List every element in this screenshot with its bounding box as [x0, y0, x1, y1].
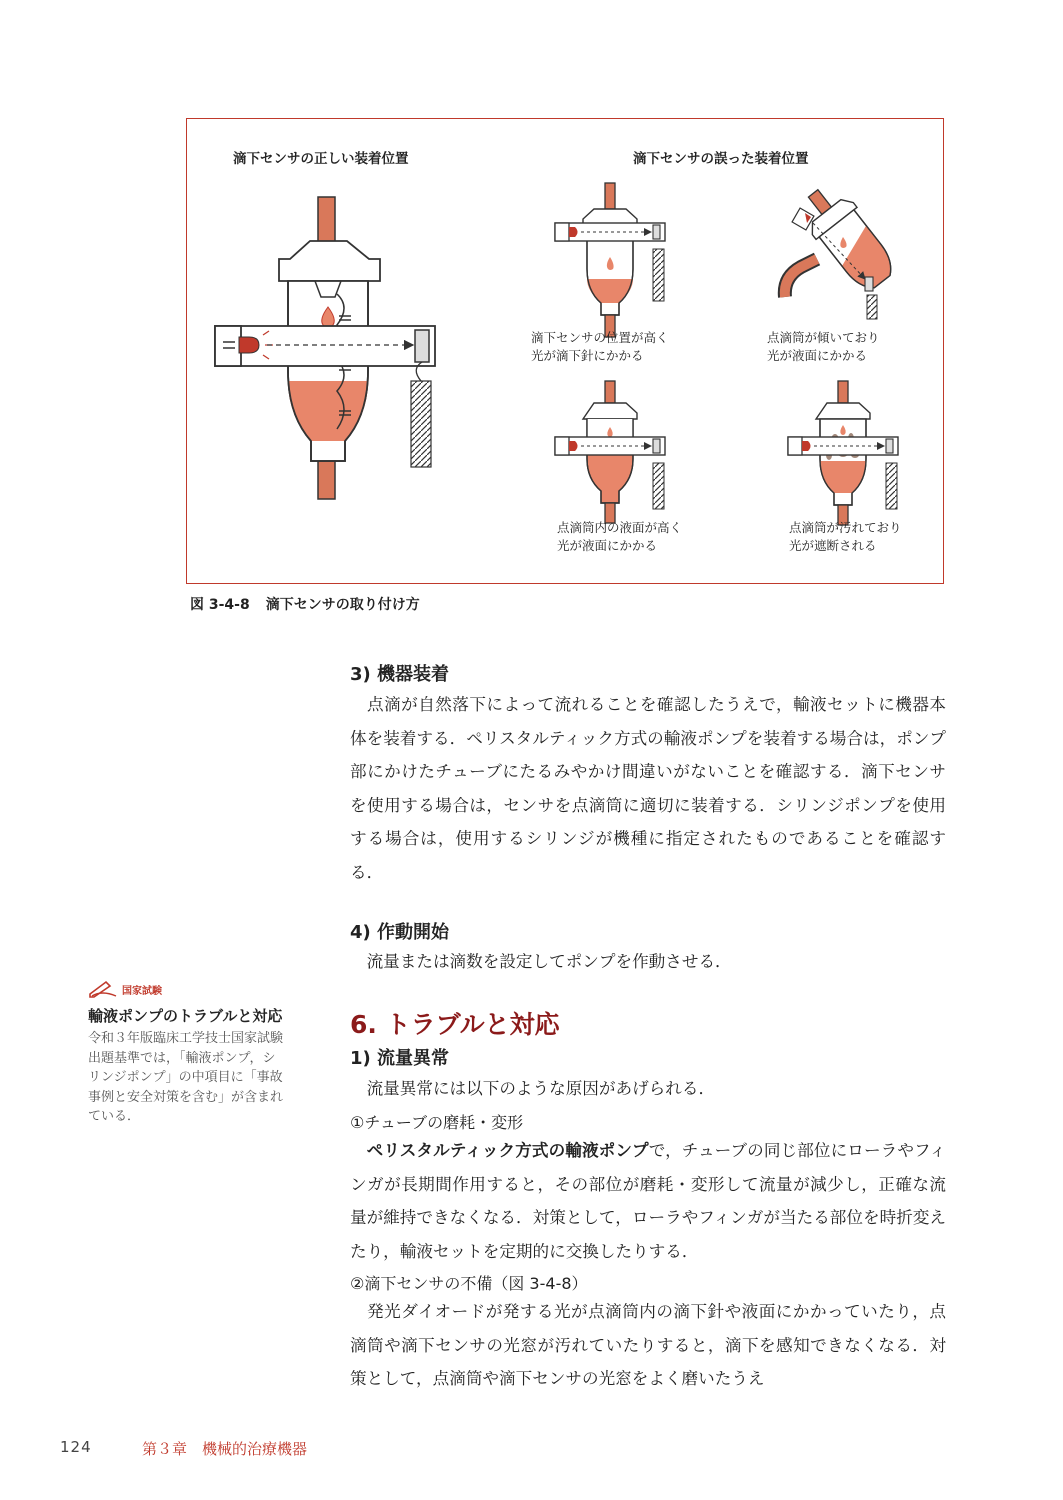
sidebar-national-exam — [88, 980, 284, 1127]
pencil-note-icon — [88, 980, 118, 998]
figure-caption — [190, 594, 420, 614]
figure-frame — [186, 118, 944, 584]
page-number: 124 — [60, 1438, 92, 1456]
item-drip-sensor-title: ②滴下センサの不備（図 3-4-8） — [350, 1274, 588, 1293]
wrong-position-title: 滴下センサの誤った装着位置 — [633, 151, 809, 167]
paragraph-device-mounting: 点滴が自然落下によって流れることを確認したうえで，輸液セットに機器本体を装着する．ペリスタルティック方式の輸液ポンプを装着する場合は，ポンプ部にかけたチューブにたるみやかけ間違いがないことを確認する．滴下センサを使用する場合は，センサを点滴筒に適切に装着する．シリンジポンプを使用する場合は，使用するシリンジが機種に指定されたものであることを確認する． — [350, 695, 946, 882]
paragraph-start-operation: 流量または滴数を設定してポンプを作動させる． — [366, 952, 732, 971]
heading-flow-abnormality: 1) 流量異常 — [350, 1048, 450, 1069]
wrong-chamber-dirty — [788, 381, 898, 525]
figure-number: 図 3-4-8 — [190, 597, 250, 613]
sidebar-title: 輸液ポンプのトラブルと対応 — [88, 1007, 283, 1025]
figure-caption-text: 滴下センサの取り付け方 — [265, 597, 420, 613]
correct-position-title: 滴下センサの正しい装着位置 — [233, 151, 409, 167]
bold-peristaltic-pump: ペリスタルティック方式の輸液ポンプ — [366, 1141, 649, 1160]
paragraph-tube-wear: ペリスタルティック方式の輸液ポンプで，チューブの同じ部位にローラやフィンガが長期間作用すると，その部位が磨耗・変形して流量が減少し，正確な流量が維持できなくなる．対策として，ローラやフィンガが当たる部位を時折変えたり，輸液セットを定期的に交換したりする． — [350, 1141, 947, 1261]
note-sensor-high: 滴下センサの位置が高く 光が滴下針にかかる — [531, 330, 669, 363]
exam-badge-label: 国家試験 — [122, 985, 162, 997]
note-chamber-dirty: 点滴筒が汚れており 光が遮断される — [789, 520, 902, 553]
wrong-chamber-tilted — [785, 177, 903, 319]
wrong-fluid-high — [555, 381, 665, 523]
sidebar-body: 令和３年版臨床工学技士国家試験出題基準では，「輸液ポンプ，シリンジポンプ」の中項目に「事故事例と安全対策を含む」が含まれている． — [88, 1031, 284, 1124]
item-tube-wear-title: ①チューブの磨耗・変形 — [350, 1113, 524, 1132]
correct-position-drip-chamber — [215, 197, 435, 499]
paragraph-drip-sensor: 発光ダイオードが発する光が点滴筒内の滴下針や液面にかかっていたり，点滴筒や滴下センサの光窓が汚れていたりすると，滴下を感知できなくなる．対策として，点滴筒や滴下センサの光窓をよく磨いたうえ — [350, 1302, 946, 1389]
section-title-trouble: 6. トラブルと対応 — [350, 1010, 560, 1039]
paragraph-flow-intro: 流量異常には以下のような原因があげられる． — [366, 1079, 716, 1098]
heading-start-operation: 4) 作動開始 — [350, 922, 450, 943]
exam-badge — [88, 980, 284, 998]
note-chamber-tilted: 点滴筒が傾いており 光が液面にかかる — [767, 330, 880, 363]
chapter-label: 第３章 機械的治療機器 — [142, 1440, 308, 1458]
heading-device-mounting: 3) 機器装着 — [350, 664, 450, 685]
wrong-sensor-high — [555, 183, 665, 337]
note-fluid-high: 点滴筒内の液面が高く 光が液面にかかる — [557, 520, 683, 553]
